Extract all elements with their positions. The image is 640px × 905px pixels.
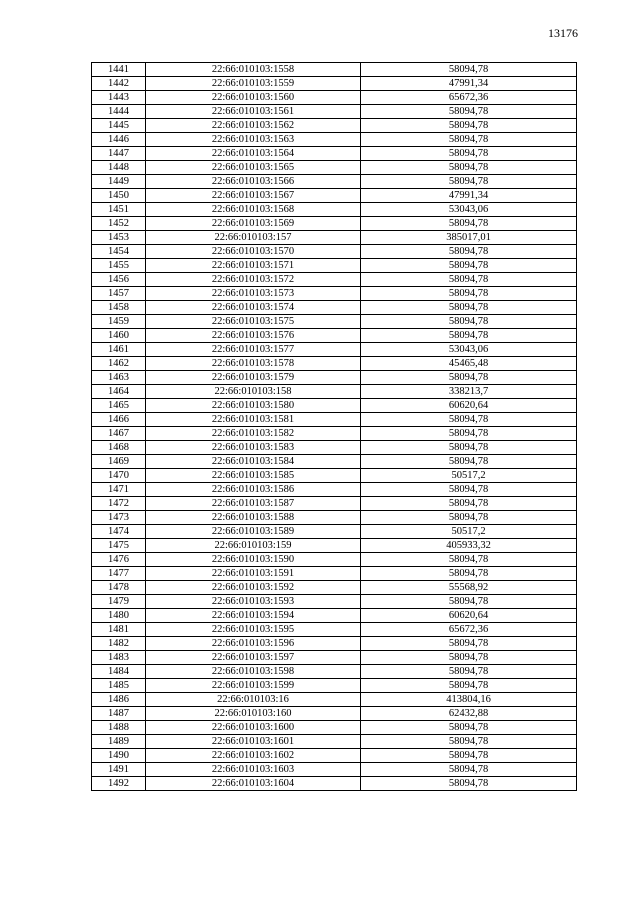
table-row bbox=[92, 665, 577, 679]
row-number-cell: 1443 bbox=[92, 91, 146, 105]
row-number-cell: 1492 bbox=[92, 777, 146, 791]
row-number-cell: 1488 bbox=[92, 721, 146, 735]
page-number: 13176 bbox=[548, 26, 578, 40]
row-number-cell: 1459 bbox=[92, 315, 146, 329]
table-row bbox=[92, 777, 577, 791]
cadastral-number-cell: 22:66:010103:1576 bbox=[146, 329, 361, 343]
table-row bbox=[92, 651, 577, 665]
cadastral-value-cell: 58094,78 bbox=[361, 413, 577, 427]
table-row bbox=[92, 217, 577, 231]
cadastral-value-cell: 55568,92 bbox=[361, 581, 577, 595]
row-number-cell: 1456 bbox=[92, 273, 146, 287]
row-number-cell: 1479 bbox=[92, 595, 146, 609]
cadastral-value-cell: 50517,2 bbox=[361, 469, 577, 483]
cadastral-value-cell: 58094,78 bbox=[361, 483, 577, 497]
cadastral-value-cell: 58094,78 bbox=[361, 497, 577, 511]
table-row bbox=[92, 567, 577, 581]
cadastral-value-cell: 58094,78 bbox=[361, 665, 577, 679]
cadastral-number-cell: 22:66:010103:1586 bbox=[146, 483, 361, 497]
cadastral-number-cell: 22:66:010103:1594 bbox=[146, 609, 361, 623]
cadastral-value-cell: 58094,78 bbox=[361, 315, 577, 329]
cadastral-number-cell: 22:66:010103:1590 bbox=[146, 553, 361, 567]
cadastral-value-cell: 58094,78 bbox=[361, 245, 577, 259]
table-row bbox=[92, 231, 577, 245]
cadastral-number-cell: 22:66:010103:1585 bbox=[146, 469, 361, 483]
row-number-cell: 1455 bbox=[92, 259, 146, 273]
row-number-cell: 1487 bbox=[92, 707, 146, 721]
cadastral-number-cell: 22:66:010103:158 bbox=[146, 385, 361, 399]
row-number-cell: 1449 bbox=[92, 175, 146, 189]
cadastral-number-cell: 22:66:010103:1593 bbox=[146, 595, 361, 609]
row-number-cell: 1447 bbox=[92, 147, 146, 161]
table-row bbox=[92, 413, 577, 427]
row-number-cell: 1448 bbox=[92, 161, 146, 175]
row-number-cell: 1454 bbox=[92, 245, 146, 259]
cadastral-value-cell: 45465,48 bbox=[361, 357, 577, 371]
cadastral-number-cell: 22:66:010103:1568 bbox=[146, 203, 361, 217]
row-number-cell: 1470 bbox=[92, 469, 146, 483]
cadastral-number-cell: 22:66:010103:1574 bbox=[146, 301, 361, 315]
table-row bbox=[92, 455, 577, 469]
cadastral-number-cell: 22:66:010103:1583 bbox=[146, 441, 361, 455]
cadastral-number-cell: 22:66:010103:1599 bbox=[146, 679, 361, 693]
table-row bbox=[92, 287, 577, 301]
table-row bbox=[92, 133, 577, 147]
row-number-cell: 1463 bbox=[92, 371, 146, 385]
table-row bbox=[92, 427, 577, 441]
row-number-cell: 1465 bbox=[92, 399, 146, 413]
cadastral-number-cell: 22:66:010103:1595 bbox=[146, 623, 361, 637]
row-number-cell: 1464 bbox=[92, 385, 146, 399]
table-row bbox=[92, 371, 577, 385]
cadastral-value-cell: 58094,78 bbox=[361, 329, 577, 343]
row-number-cell: 1472 bbox=[92, 497, 146, 511]
cadastral-value-cell: 58094,78 bbox=[361, 455, 577, 469]
row-number-cell: 1477 bbox=[92, 567, 146, 581]
table-row bbox=[92, 91, 577, 105]
table-row bbox=[92, 707, 577, 721]
row-number-cell: 1453 bbox=[92, 231, 146, 245]
cadastral-number-cell: 22:66:010103:1601 bbox=[146, 735, 361, 749]
row-number-cell: 1442 bbox=[92, 77, 146, 91]
row-number-cell: 1481 bbox=[92, 623, 146, 637]
row-number-cell: 1445 bbox=[92, 119, 146, 133]
table-row bbox=[92, 161, 577, 175]
cadastral-value-cell: 60620,64 bbox=[361, 609, 577, 623]
table-row bbox=[92, 343, 577, 357]
cadastral-number-cell: 22:66:010103:1575 bbox=[146, 315, 361, 329]
cadastral-value-cell: 58094,78 bbox=[361, 161, 577, 175]
cadastral-value-cell: 58094,78 bbox=[361, 371, 577, 385]
cadastral-value-cell: 58094,78 bbox=[361, 553, 577, 567]
cadastral-number-cell: 22:66:010103:1588 bbox=[146, 511, 361, 525]
cadastral-number-cell: 22:66:010103:1571 bbox=[146, 259, 361, 273]
row-number-cell: 1482 bbox=[92, 637, 146, 651]
cadastral-number-cell: 22:66:010103:1562 bbox=[146, 119, 361, 133]
cadastral-value-cell: 58094,78 bbox=[361, 147, 577, 161]
cadastral-value-cell: 58094,78 bbox=[361, 721, 577, 735]
table-row bbox=[92, 399, 577, 413]
cadastral-value-cell: 58094,78 bbox=[361, 511, 577, 525]
cadastral-number-cell: 22:66:010103:159 bbox=[146, 539, 361, 553]
table-row bbox=[92, 357, 577, 371]
row-number-cell: 1446 bbox=[92, 133, 146, 147]
cadastral-number-cell: 22:66:010103:1579 bbox=[146, 371, 361, 385]
row-number-cell: 1469 bbox=[92, 455, 146, 469]
cadastral-number-cell: 22:66:010103:1603 bbox=[146, 763, 361, 777]
cadastral-number-cell: 22:66:010103:1582 bbox=[146, 427, 361, 441]
cadastral-value-cell: 58094,78 bbox=[361, 259, 577, 273]
table-row bbox=[92, 77, 577, 91]
row-number-cell: 1450 bbox=[92, 189, 146, 203]
table-row bbox=[92, 525, 577, 539]
cadastral-value-cell: 58094,78 bbox=[361, 273, 577, 287]
table-body bbox=[92, 63, 577, 791]
cadastral-number-cell: 22:66:010103:1564 bbox=[146, 147, 361, 161]
cadastral-number-cell: 22:66:010103:1577 bbox=[146, 343, 361, 357]
cadastral-number-cell: 22:66:010103:1567 bbox=[146, 189, 361, 203]
cadastral-value-cell: 413804,16 bbox=[361, 693, 577, 707]
row-number-cell: 1466 bbox=[92, 413, 146, 427]
table-row bbox=[92, 119, 577, 133]
cadastral-number-cell: 22:66:010103:1558 bbox=[146, 63, 361, 77]
table-row bbox=[92, 693, 577, 707]
row-number-cell: 1474 bbox=[92, 525, 146, 539]
cadastral-value-cell: 47991,34 bbox=[361, 77, 577, 91]
cadastral-number-cell: 22:66:010103:1578 bbox=[146, 357, 361, 371]
table-row bbox=[92, 623, 577, 637]
cadastral-value-cell: 65672,36 bbox=[361, 91, 577, 105]
cadastral-number-cell: 22:66:010103:1581 bbox=[146, 413, 361, 427]
table-row bbox=[92, 637, 577, 651]
cadastral-value-cell: 58094,78 bbox=[361, 175, 577, 189]
table-row bbox=[92, 497, 577, 511]
cadastral-value-cell: 58094,78 bbox=[361, 637, 577, 651]
cadastral-value-cell: 385017,01 bbox=[361, 231, 577, 245]
cadastral-value-cell: 58094,78 bbox=[361, 595, 577, 609]
table-row bbox=[92, 203, 577, 217]
cadastral-value-cell: 53043,06 bbox=[361, 203, 577, 217]
table-row bbox=[92, 595, 577, 609]
cadastral-number-cell: 22:66:010103:1596 bbox=[146, 637, 361, 651]
cadastral-number-cell: 22:66:010103:1580 bbox=[146, 399, 361, 413]
row-number-cell: 1489 bbox=[92, 735, 146, 749]
cadastral-value-cell: 58094,78 bbox=[361, 749, 577, 763]
table-row bbox=[92, 581, 577, 595]
cadastral-number-cell: 22:66:010103:1573 bbox=[146, 287, 361, 301]
row-number-cell: 1473 bbox=[92, 511, 146, 525]
cadastral-value-cell: 405933,32 bbox=[361, 539, 577, 553]
cadastral-value-cell: 58094,78 bbox=[361, 679, 577, 693]
cadastral-value-table bbox=[91, 62, 577, 791]
cadastral-number-cell: 22:66:010103:1561 bbox=[146, 105, 361, 119]
cadastral-number-cell: 22:66:010103:16 bbox=[146, 693, 361, 707]
row-number-cell: 1483 bbox=[92, 651, 146, 665]
table-row bbox=[92, 105, 577, 119]
row-number-cell: 1461 bbox=[92, 343, 146, 357]
cadastral-value-cell: 58094,78 bbox=[361, 301, 577, 315]
table-row bbox=[92, 315, 577, 329]
cadastral-number-cell: 22:66:010103:1600 bbox=[146, 721, 361, 735]
row-number-cell: 1486 bbox=[92, 693, 146, 707]
table-row bbox=[92, 749, 577, 763]
table-row bbox=[92, 301, 577, 315]
cadastral-value-cell: 58094,78 bbox=[361, 763, 577, 777]
cadastral-number-cell: 22:66:010103:1566 bbox=[146, 175, 361, 189]
row-number-cell: 1480 bbox=[92, 609, 146, 623]
cadastral-value-cell: 338213,7 bbox=[361, 385, 577, 399]
cadastral-number-cell: 22:66:010103:1572 bbox=[146, 273, 361, 287]
table-row bbox=[92, 763, 577, 777]
cadastral-number-cell: 22:66:010103:1569 bbox=[146, 217, 361, 231]
table-row bbox=[92, 147, 577, 161]
row-number-cell: 1444 bbox=[92, 105, 146, 119]
cadastral-number-cell: 22:66:010103:160 bbox=[146, 707, 361, 721]
cadastral-value-cell: 58094,78 bbox=[361, 287, 577, 301]
table-row bbox=[92, 385, 577, 399]
cadastral-value-cell: 65672,36 bbox=[361, 623, 577, 637]
cadastral-value-cell: 60620,64 bbox=[361, 399, 577, 413]
cadastral-value-cell: 58094,78 bbox=[361, 133, 577, 147]
cadastral-value-cell: 50517,2 bbox=[361, 525, 577, 539]
table-row bbox=[92, 245, 577, 259]
table-row bbox=[92, 189, 577, 203]
row-number-cell: 1484 bbox=[92, 665, 146, 679]
cadastral-number-cell: 22:66:010103:1598 bbox=[146, 665, 361, 679]
cadastral-number-cell: 22:66:010103:1589 bbox=[146, 525, 361, 539]
row-number-cell: 1452 bbox=[92, 217, 146, 231]
row-number-cell: 1491 bbox=[92, 763, 146, 777]
row-number-cell: 1457 bbox=[92, 287, 146, 301]
table-row bbox=[92, 679, 577, 693]
table-row bbox=[92, 441, 577, 455]
row-number-cell: 1441 bbox=[92, 63, 146, 77]
row-number-cell: 1475 bbox=[92, 539, 146, 553]
cadastral-value-cell: 58094,78 bbox=[361, 63, 577, 77]
row-number-cell: 1467 bbox=[92, 427, 146, 441]
row-number-cell: 1478 bbox=[92, 581, 146, 595]
row-number-cell: 1485 bbox=[92, 679, 146, 693]
cadastral-number-cell: 22:66:010103:1604 bbox=[146, 777, 361, 791]
cadastral-number-cell: 22:66:010103:1559 bbox=[146, 77, 361, 91]
cadastral-number-cell: 22:66:010103:1591 bbox=[146, 567, 361, 581]
cadastral-number-cell: 22:66:010103:1563 bbox=[146, 133, 361, 147]
table-row bbox=[92, 175, 577, 189]
cadastral-value-cell: 62432,88 bbox=[361, 707, 577, 721]
table-row bbox=[92, 539, 577, 553]
cadastral-number-cell: 22:66:010103:1560 bbox=[146, 91, 361, 105]
cadastral-value-cell: 58094,78 bbox=[361, 119, 577, 133]
table-row bbox=[92, 483, 577, 497]
cadastral-number-cell: 22:66:010103:1592 bbox=[146, 581, 361, 595]
cadastral-number-cell: 22:66:010103:1565 bbox=[146, 161, 361, 175]
table-row bbox=[92, 721, 577, 735]
cadastral-number-cell: 22:66:010103:1584 bbox=[146, 455, 361, 469]
row-number-cell: 1468 bbox=[92, 441, 146, 455]
table-row bbox=[92, 553, 577, 567]
cadastral-value-cell: 58094,78 bbox=[361, 567, 577, 581]
cadastral-value-cell: 58094,78 bbox=[361, 441, 577, 455]
cadastral-value-cell: 58094,78 bbox=[361, 777, 577, 791]
table-row bbox=[92, 273, 577, 287]
table-row bbox=[92, 735, 577, 749]
cadastral-value-cell: 58094,78 bbox=[361, 105, 577, 119]
cadastral-number-cell: 22:66:010103:1597 bbox=[146, 651, 361, 665]
table-row bbox=[92, 609, 577, 623]
row-number-cell: 1471 bbox=[92, 483, 146, 497]
cadastral-value-cell: 58094,78 bbox=[361, 651, 577, 665]
table-row bbox=[92, 63, 577, 77]
cadastral-number-cell: 22:66:010103:1587 bbox=[146, 497, 361, 511]
cadastral-value-cell: 47991,34 bbox=[361, 189, 577, 203]
cadastral-number-cell: 22:66:010103:1570 bbox=[146, 245, 361, 259]
row-number-cell: 1462 bbox=[92, 357, 146, 371]
row-number-cell: 1476 bbox=[92, 553, 146, 567]
table-row bbox=[92, 259, 577, 273]
cadastral-number-cell: 22:66:010103:1602 bbox=[146, 749, 361, 763]
table-row bbox=[92, 469, 577, 483]
cadastral-value-cell: 58094,78 bbox=[361, 217, 577, 231]
table-row bbox=[92, 329, 577, 343]
row-number-cell: 1451 bbox=[92, 203, 146, 217]
row-number-cell: 1490 bbox=[92, 749, 146, 763]
cadastral-value-cell: 53043,06 bbox=[361, 343, 577, 357]
row-number-cell: 1460 bbox=[92, 329, 146, 343]
table-row bbox=[92, 511, 577, 525]
row-number-cell: 1458 bbox=[92, 301, 146, 315]
cadastral-value-cell: 58094,78 bbox=[361, 735, 577, 749]
cadastral-value-cell: 58094,78 bbox=[361, 427, 577, 441]
cadastral-number-cell: 22:66:010103:157 bbox=[146, 231, 361, 245]
